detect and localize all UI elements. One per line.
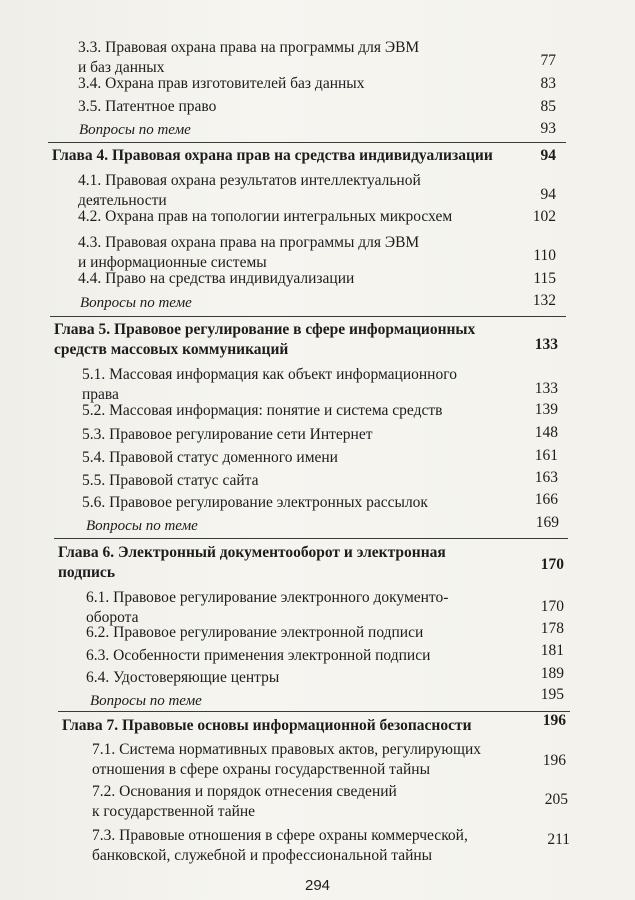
divider: [48, 142, 566, 143]
toc-entry-5-2: 5.2. Массовая информация: понятие и система средств: [82, 402, 443, 419]
toc-entry-5-4: 5.4. Правовой статус доменного имени: [82, 449, 338, 466]
toc-chapter-4: Глава 4. Правовая охрана прав на средства индивидуализации: [52, 147, 493, 164]
divider: [50, 316, 566, 317]
toc-questions-4: Вопросы по теме: [80, 295, 192, 311]
toc-entry-4-4: 4.4. Право на средства индивидуализации: [78, 270, 355, 287]
toc-entry-5-1: 5.1. Массовая информация как объект информационного права: [82, 366, 457, 403]
toc-page-5-1: 133: [534, 380, 558, 397]
toc-entry-7-1: 7.1. Система нормативных правовых актов, регулирующих отношения в сфере охраны государственной тайны: [92, 741, 481, 778]
toc-page-q4: 132: [532, 292, 556, 309]
toc-page-7-1: 196: [542, 752, 566, 769]
toc-page-6-3: 189: [540, 665, 564, 682]
toc-entry-7-2: 7.2. Основания и порядок отнесения сведений к государственной тайне: [92, 783, 397, 820]
toc-page-6-4: 195: [540, 686, 564, 703]
toc-questions-6: Вопросы по теме: [90, 693, 202, 709]
toc-entry-3-3: 3.3. Правовая охрана права на программы для ЭВМ и баз данных: [78, 39, 420, 76]
toc-entry-5-6: 5.6. Правовое регулирование электронных рассылок: [82, 494, 428, 511]
toc-page-4-1: 94: [540, 186, 556, 203]
toc-questions-3: Вопросы по теме: [79, 122, 191, 138]
divider: [58, 711, 570, 712]
toc-entry-4-2: 4.2. Охрана прав на топологии интегральных микросхем: [78, 208, 453, 225]
divider: [54, 538, 568, 539]
toc-chapter-6: Глава 6. Электронный документооборот и электронная подпись: [58, 544, 446, 581]
toc-entry-6-1: 6.1. Правовое регулирование электронного документо- оборота: [86, 589, 449, 626]
toc-page-5-4: 161: [534, 447, 558, 464]
toc-chapter-5: Глава 5. Правовое регулирование в сфере информационных средств массовых коммуникаций: [54, 321, 476, 358]
toc-page-5-3: 148: [534, 424, 558, 441]
toc-page-5-6: 166: [534, 491, 558, 508]
toc-page-6-1b: 178: [540, 620, 564, 637]
toc-page-5-2: 139: [534, 401, 558, 418]
toc-page-7-3: 211: [547, 831, 570, 848]
toc-entry-7-3: 7.3. Правовые отношения в сфере охраны коммерческой, банковской, служебной и профессиональной тайны: [92, 827, 468, 864]
toc-entry-6-2: 6.2. Правовое регулирование электронной подписи: [86, 624, 424, 641]
toc-page-6-1: 170: [540, 598, 564, 615]
toc-entry-6-4: 6.4. Удостоверяющие центры: [86, 669, 280, 686]
page-number: 294: [304, 877, 331, 894]
toc-page-4-2: 102: [532, 208, 556, 225]
toc-entry-6-3: 6.3. Особенности применения электронной подписи: [86, 647, 431, 664]
toc-page-4-4: 115: [533, 270, 556, 287]
toc-entry-5-3: 5.3. Правовое регулирование сети Интернет: [82, 426, 373, 443]
toc-page-ch4: 94: [540, 147, 556, 164]
toc-page-ch7: 196: [542, 712, 566, 729]
toc-questions-5: Вопросы по теме: [86, 518, 198, 534]
toc-entry-3-4: 3.4. Охрана прав изготовителей баз данных: [78, 75, 365, 92]
toc-page-q3: 93: [540, 120, 556, 137]
toc-entry-3-5: 3.5. Патентное право: [78, 98, 217, 115]
toc-page-q5: 169: [535, 514, 559, 531]
toc-chapter-7: Глава 7. Правовые основы информационной безопасности: [62, 717, 472, 734]
toc-page-6-2: 181: [540, 642, 564, 659]
toc-page-3-4: 83: [540, 75, 556, 92]
toc-page-3-3: 77: [540, 52, 556, 69]
toc-entry-5-5: 5.5. Правовой статус сайта: [82, 472, 259, 489]
toc-page-3-5: 85: [540, 98, 556, 115]
toc-page-4-3: 110: [533, 247, 556, 264]
toc-page-ch6: 170: [540, 556, 564, 573]
toc-entry-4-1: 4.1. Правовая охрана результатов интеллектуальной деятельности: [78, 172, 421, 209]
toc-entry-4-3: 4.3. Правовая охрана права на программы для ЭВМ и информационные системы: [78, 234, 420, 271]
toc-page-7-2: 205: [544, 791, 568, 808]
toc-page-ch5: 133: [534, 336, 558, 353]
toc-page-5-5: 163: [534, 469, 558, 486]
